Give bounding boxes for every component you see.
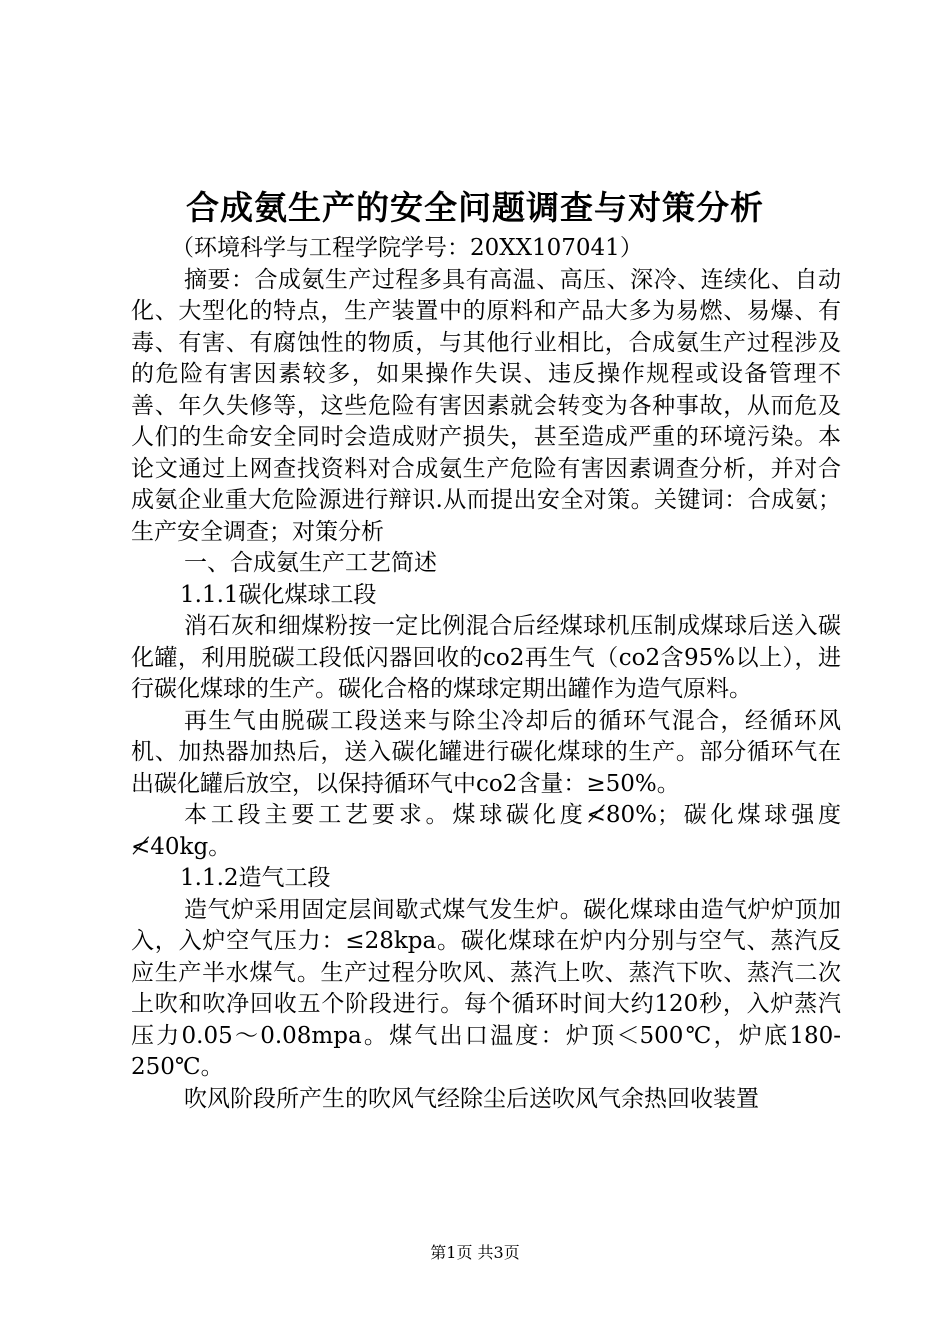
- page-number-footer: 第1页 共3页: [430, 1243, 520, 1262]
- subsection-heading: 1.1.1碳化煤球工段: [180, 581, 377, 608]
- abstract-paragraph: 摘要：合成氨生产过程多具有高温、高压、深冷、连续化、自动化、大型化的特点，生产装置中的原料和产品大多为易燃、易爆、有毒、有害、有腐蚀性的物质，与其他行业相比，合成氨生产过程涉及的危险有害因素较多，如果操作失误、违反操作规程或设备管理不善、年久失修等，这些危险有害因素就会转变为各种事故，从而危及人们的生命安全同时会造成财产损失，甚至造成严重的环境污染。本论文通过上网查找资料对合成氨生产危险有害因素调查分析，并对合成氨企业重大危险源进行辩识.从而提出安全对策。关键词：合成氨；生产安全调查；对策分析: [131, 266, 841, 545]
- body-paragraph: 本工段主要工艺要求。煤球碳化度≮80%；碳化煤球强度≮40kg。: [131, 802, 841, 860]
- affiliation-line: （环境科学与工程学院学号：20XX107041）: [171, 235, 643, 261]
- body-paragraph: 吹风阶段所产生的吹风气经除尘后送吹风气余热回收装置: [184, 1085, 759, 1112]
- body-paragraph: 消石灰和细煤粉按一定比例混合后经煤球机压制成煤球后送入碳化罐，利用脱碳工段低闪器回收的co2再生气（co2含95%以上），进行碳化煤球的生产。碳化合格的煤球定期出罐作为造气原料。: [131, 613, 841, 702]
- body-paragraph: 再生气由脱碳工段送来与除尘冷却后的循环气混合，经循环风机、加热器加热后，送入碳化罐进行碳化煤球的生产。部分循环气在出碳化罐后放空，以保持循环气中co2含量：≥50%。: [131, 707, 841, 797]
- body-paragraph: 造气炉采用固定层间歇式煤气发生炉。碳化煤球由造气炉炉顶加入，入炉空气压力：≤28kpa。碳化煤球在炉内分别与空气、蒸汽反应生产半水煤气。生产过程分吹风、蒸汽上吹、蒸汽下吹、蒸汽二次上吹和吹净回收五个阶段进行。每个循环时间大约120秒，入炉蒸汽压力0.05～0.08mpa。煤气出口温度：炉顶＜500℃，炉底180-250℃。: [131, 896, 841, 1080]
- section-heading: 一、合成氨生产工艺简述: [184, 550, 437, 576]
- document-body: [131, 233, 841, 1115]
- document-title: 合成氨生产的安全问题调查与对策分析: [186, 188, 764, 227]
- subsection-heading: 1.1.2造气工段: [180, 865, 331, 891]
